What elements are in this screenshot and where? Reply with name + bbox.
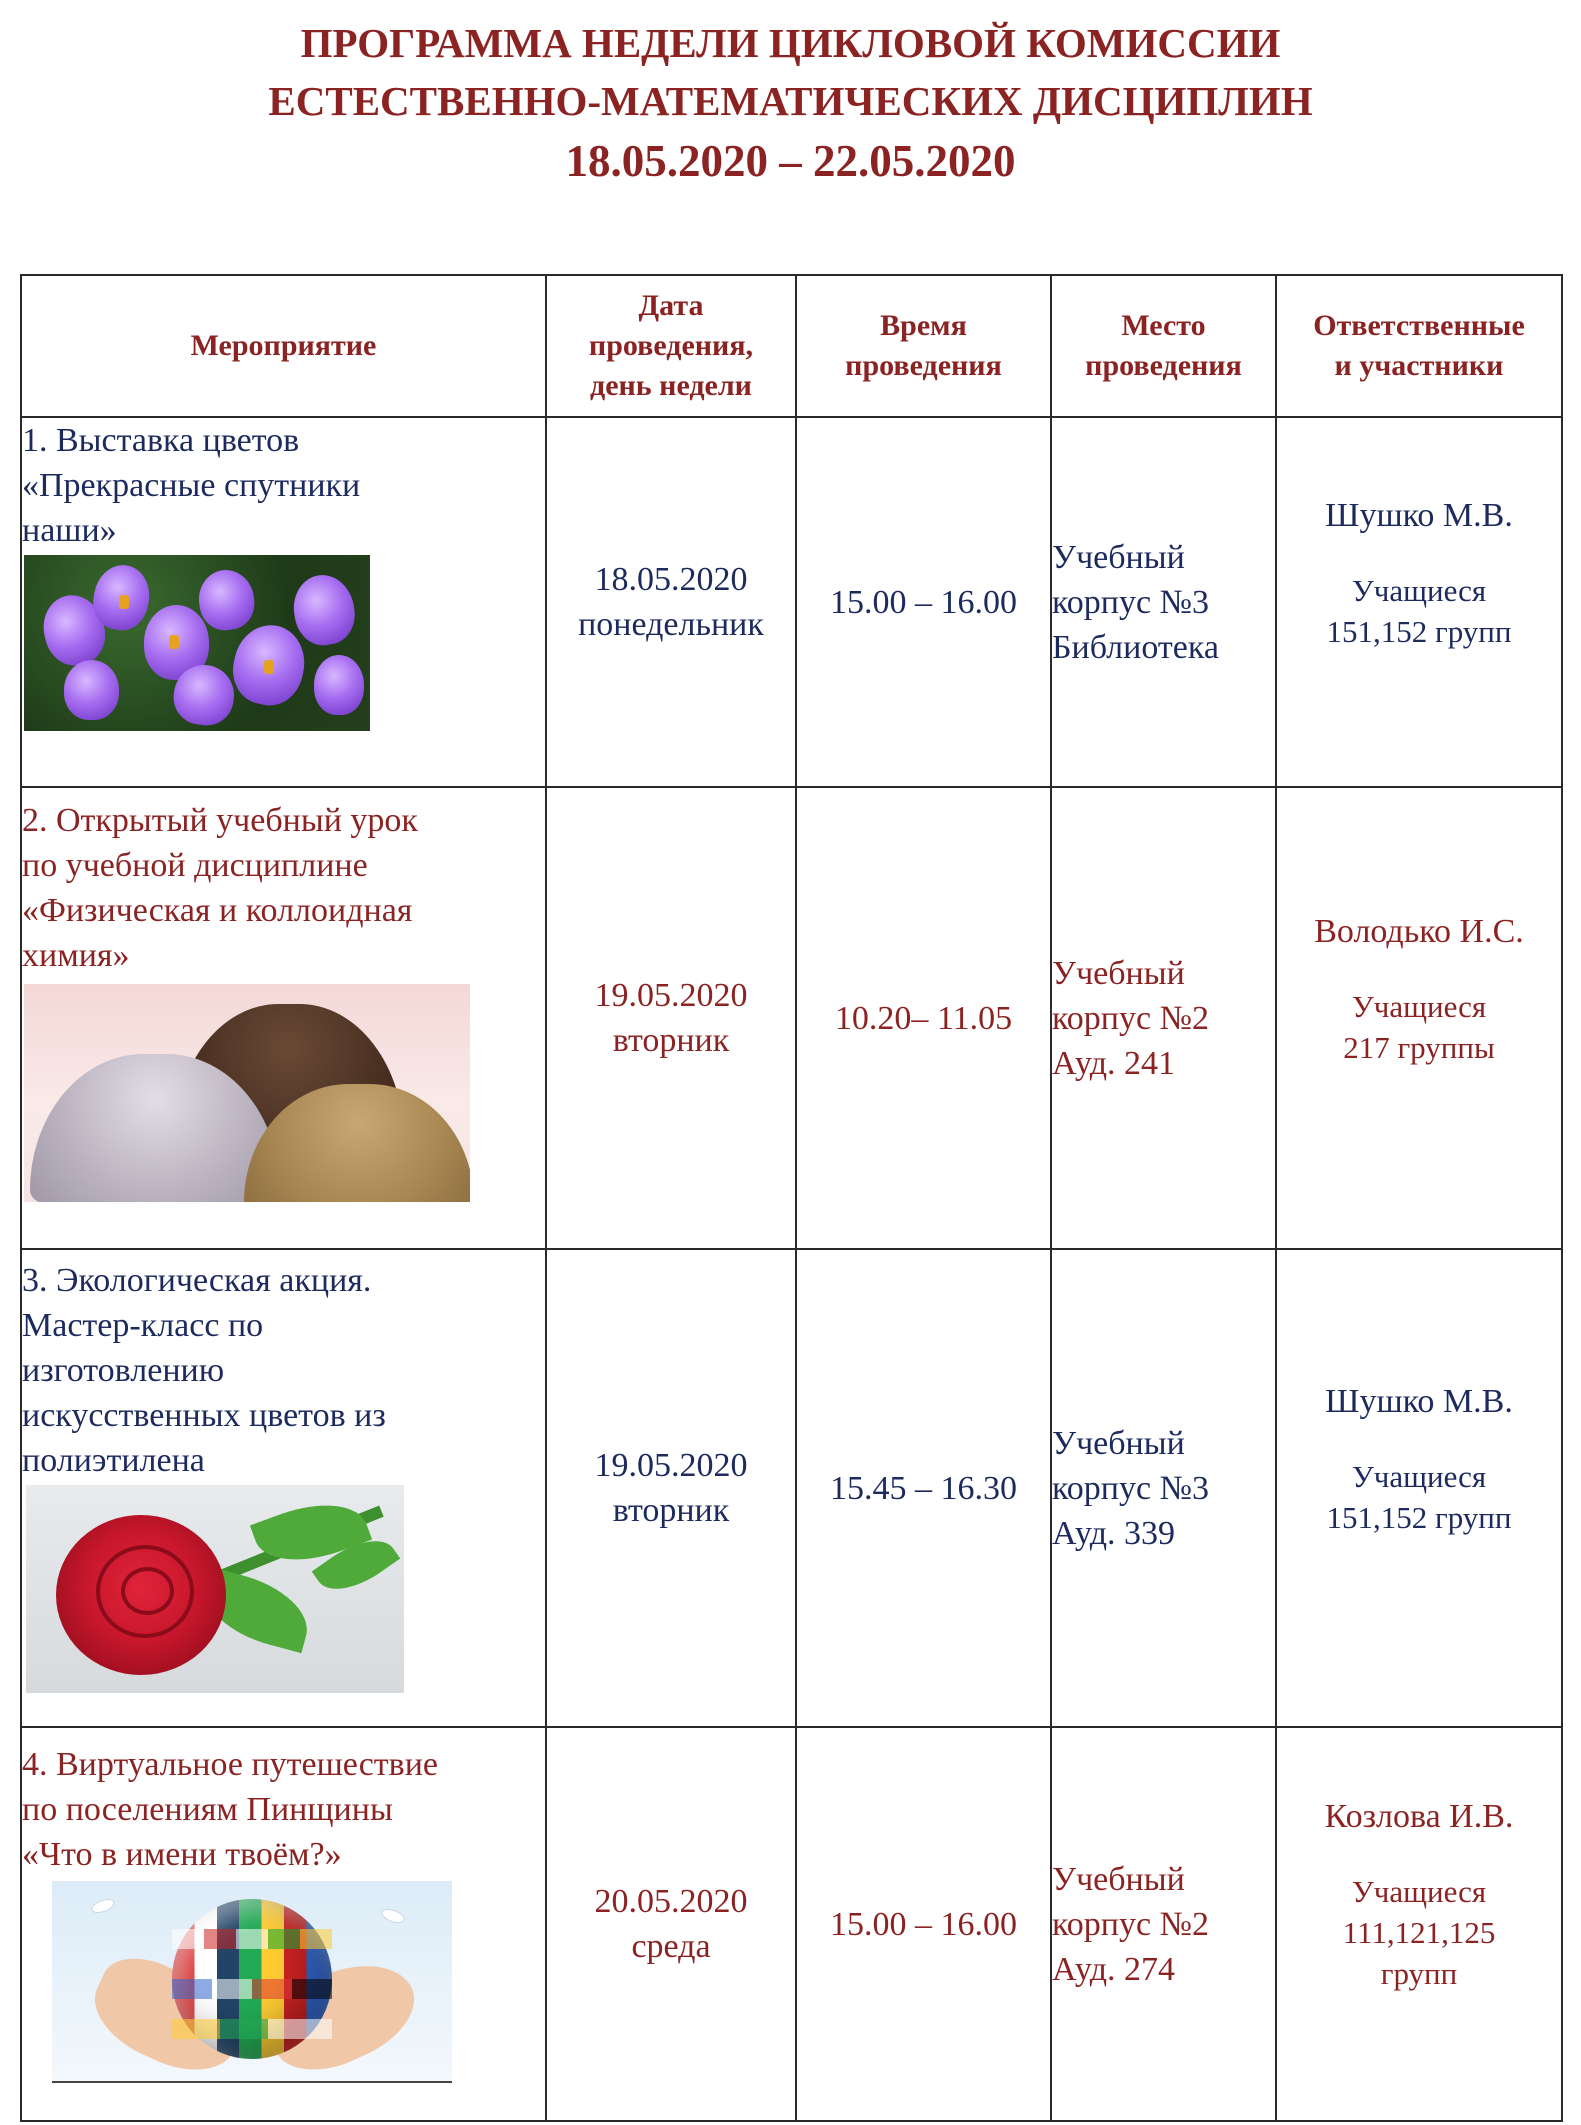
place-cell: Учебный корпус №3 Библиотека xyxy=(1051,417,1276,787)
responsible-cell xyxy=(1276,1249,1562,1727)
red-paper-rose-image xyxy=(26,1485,404,1693)
responsible-cell xyxy=(1276,417,1562,787)
event-cell: 1. Выставка цветов «Прекрасные спутники наши» xyxy=(21,417,546,787)
header-responsible: Ответственные и участники xyxy=(1276,275,1562,417)
participants: Учащиеся 151,152 групп xyxy=(1326,572,1512,649)
header-time: Время проведения xyxy=(796,275,1051,417)
time-cell: 15.00 – 16.00 xyxy=(796,417,1051,787)
event-cell: 4. Виртуальное путешествие по поселениям Пинщины «Что в имени твоём?» xyxy=(21,1727,546,2121)
event-cell: 2. Открытый учебный урок по учебной дисциплине «Физическая и коллоидная химия» xyxy=(21,787,546,1249)
place-cell: Учебный корпус №2 Ауд. 241 xyxy=(1051,787,1276,1249)
responsible-cell xyxy=(1276,787,1562,1249)
document-title xyxy=(0,14,1581,192)
participants: Учащиеся 217 группы xyxy=(1343,988,1495,1065)
powder-piles-image xyxy=(24,984,470,1202)
table-header-row xyxy=(21,275,1562,417)
table-row xyxy=(21,1727,1562,2121)
date-cell: 19.05.2020 вторник xyxy=(546,787,796,1249)
responsible-person: Козлова И.В. xyxy=(1324,1798,1514,1835)
responsible-person: Шушко М.В. xyxy=(1325,496,1513,534)
date-cell: 18.05.2020 понедельник xyxy=(546,417,796,787)
responsible-cell xyxy=(1276,1727,1562,2121)
title-line-1: ПРОГРАММА НЕДЕЛИ ЦИКЛОВОЙ КОМИССИИ xyxy=(300,20,1281,66)
place-cell: Учебный корпус №2 Ауд. 274 xyxy=(1051,1727,1276,2121)
responsible-person: Шушко М.В. xyxy=(1325,1382,1513,1420)
header-date: Дата проведения, день недели xyxy=(546,275,796,417)
place-cell: Учебный корпус №3 Ауд. 339 xyxy=(1051,1249,1276,1727)
table-row xyxy=(21,417,1562,787)
time-cell: 15.00 – 16.00 xyxy=(796,1727,1051,2121)
table-row xyxy=(21,787,1562,1249)
header-event: Мероприятие xyxy=(21,275,546,417)
table-row xyxy=(21,1249,1562,1727)
date-cell: 20.05.2020 среда xyxy=(546,1727,796,2121)
date-cell: 19.05.2020 вторник xyxy=(546,1249,796,1727)
purple-crocus-flowers-image xyxy=(24,555,370,731)
participants: Учащиеся 111,121,125 групп xyxy=(1342,1874,1496,1991)
event-cell: 3. Экологическая акция. Мастер-класс по изготовлению искусственных цветов из полиэтилена xyxy=(21,1249,546,1727)
time-cell: 15.45 – 16.30 xyxy=(796,1249,1051,1727)
participants: Учащиеся 151,152 групп xyxy=(1326,1458,1512,1535)
header-place: Место проведения xyxy=(1051,275,1276,417)
time-cell: 10.20– 11.05 xyxy=(796,787,1051,1249)
title-dates: 18.05.2020 – 22.05.2020 xyxy=(565,136,1016,186)
schedule-table xyxy=(20,274,1563,2122)
responsible-person: Володько И.С. xyxy=(1314,912,1524,950)
flag-globe-in-hands-image xyxy=(52,1881,452,2083)
title-line-2: ЕСТЕСТВЕННО-МАТЕМАТИЧЕСКИХ ДИСЦИПЛИН xyxy=(268,78,1313,124)
